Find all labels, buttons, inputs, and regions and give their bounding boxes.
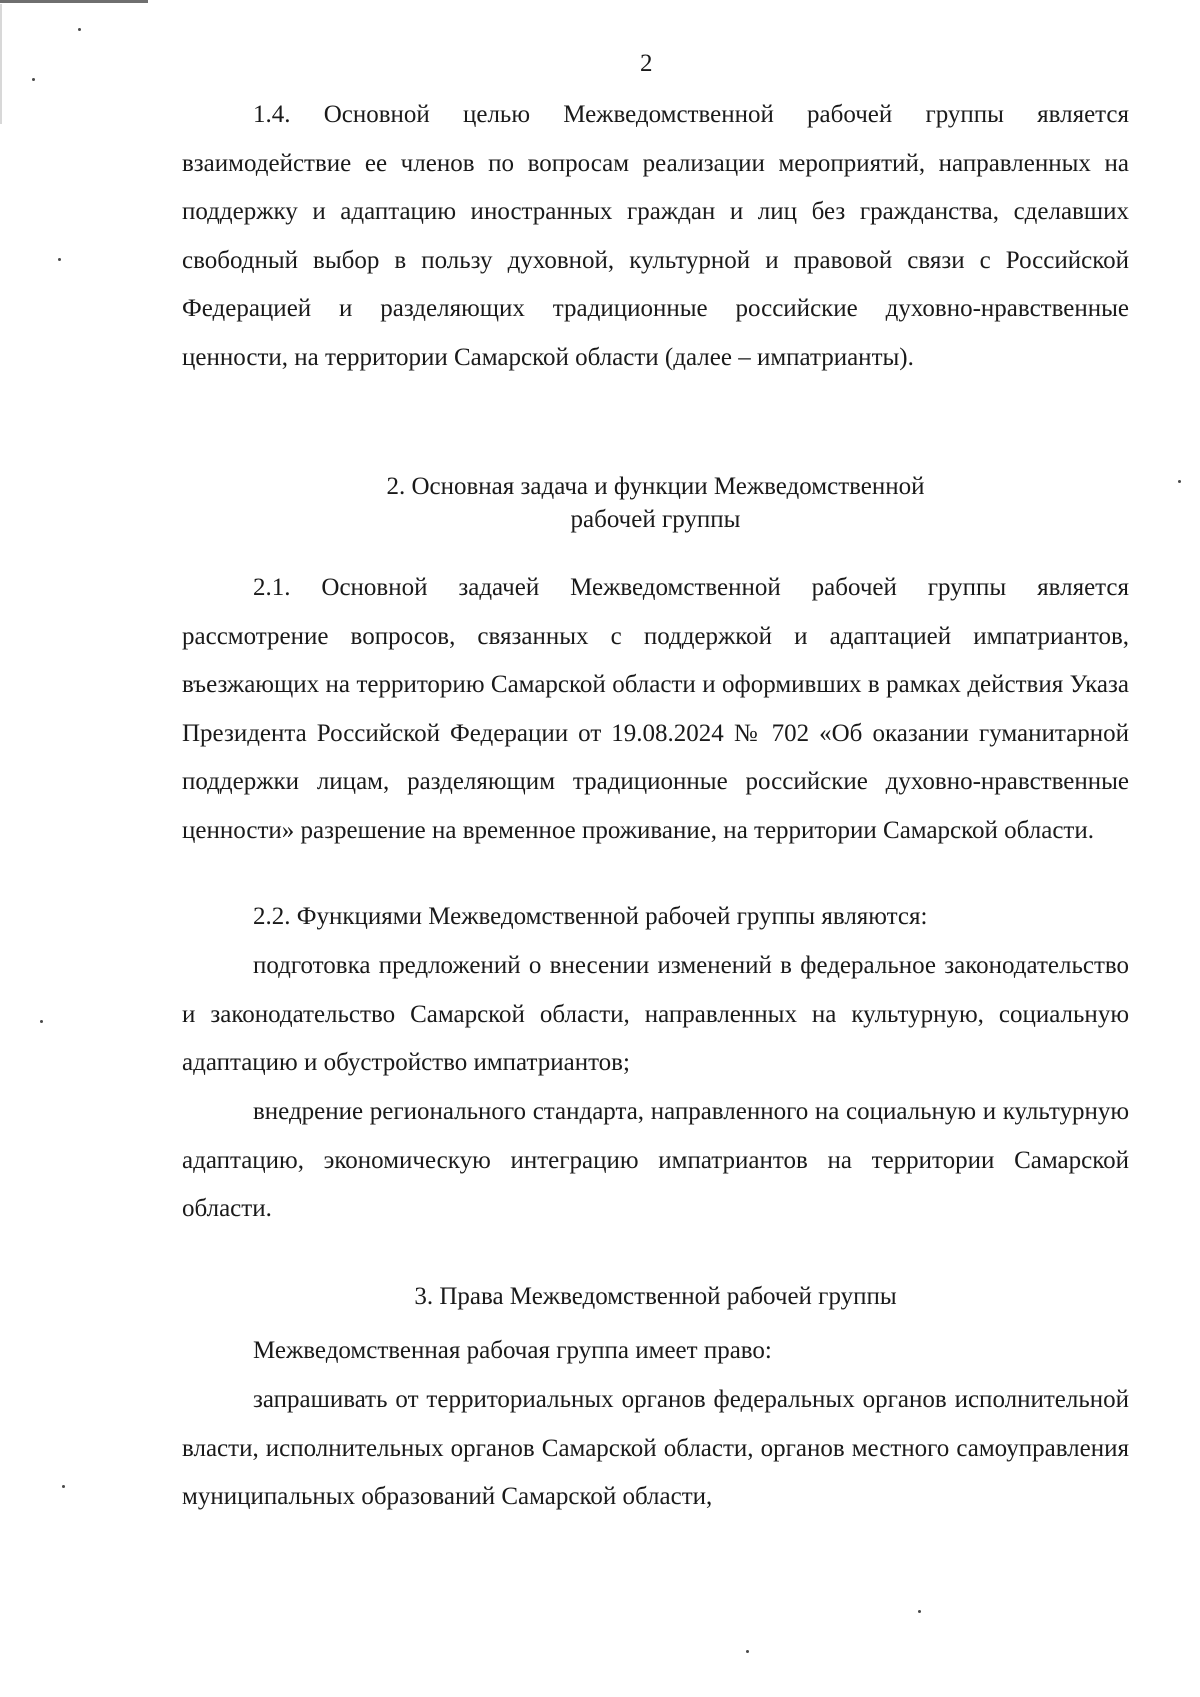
scan-speck [58,258,61,261]
scan-speck [62,1485,65,1488]
paragraph-2-2-item-standard: внедрение регионального стандарта, направленного на социальную и культурную адаптацию, экономическую интеграцию импатриантов на территории Самарской области. [182,1098,1129,1223]
section-3-heading: 3. Права Межведомственной рабочей группы [414,1283,897,1310]
section-2-heading [182,470,1129,536]
scan-speck [32,78,35,81]
paragraph-3-intro: Межведомственная рабочая группа имеет право: [253,1337,772,1364]
scan-speck [1178,480,1181,483]
paragraph-3-request-right: запрашивать от территориальных органов федеральных органов исполнительной власти, исполнительных органов Самарской области, органов местного самоуправления муниципальных образований Самарской области, [182,1386,1129,1511]
scan-speck [918,1610,921,1613]
paragraph-1-4: 1.4. Основной целью Межведомственной рабочей группы является взаимодействие ее членов по вопросам реализации мероприятий, направленных на поддержку и адаптацию иностранных граждан и лиц без гражданства, сделавших свободный выбор в пользу духовной, культурной и правовой связи с Российской Федерацией и разделяющих традиционные российские духовно-нравственные ценности, на территории Самарской области (далее – импатрианты). [182,101,1129,371]
section-2-heading-line-1: 2. Основная задача и функции Межведомственной [386,473,925,500]
page-number: 2 [640,50,653,77]
paragraph-2-1: 2.1. Основной задачей Межведомственной рабочей группы является рассмотрение вопросов, связанных с поддержкой и адаптацией импатриантов, въезжающих на территорию Самарской области и оформивших в рамках действия Указа Президента Российской Федерации от 19.08.2024 № 702 «Об оказании гуманитарной поддержки лицам, разделяющим традиционные российские духовно-нравственные ценности» разрешение на временное проживание, на территории Самарской области. [182,574,1129,844]
scan-speck [746,1650,749,1653]
paragraph-2-2-item-legislation: подготовка предложений о внесении изменений в федеральное законодательство и законодательство Самарской области, направленных на культурную, социальную адаптацию и обустройство импатриантов; [182,952,1129,1077]
paragraph-2-2: 2.2. Функциями Межведомственной рабочей группы являются: [253,903,928,930]
section-2-heading-line-2: рабочей группы [570,506,741,533]
scan-artifact-edge [0,4,2,124]
scan-speck [40,1020,43,1023]
scan-artifact-line [0,0,148,3]
scan-speck [78,28,81,31]
